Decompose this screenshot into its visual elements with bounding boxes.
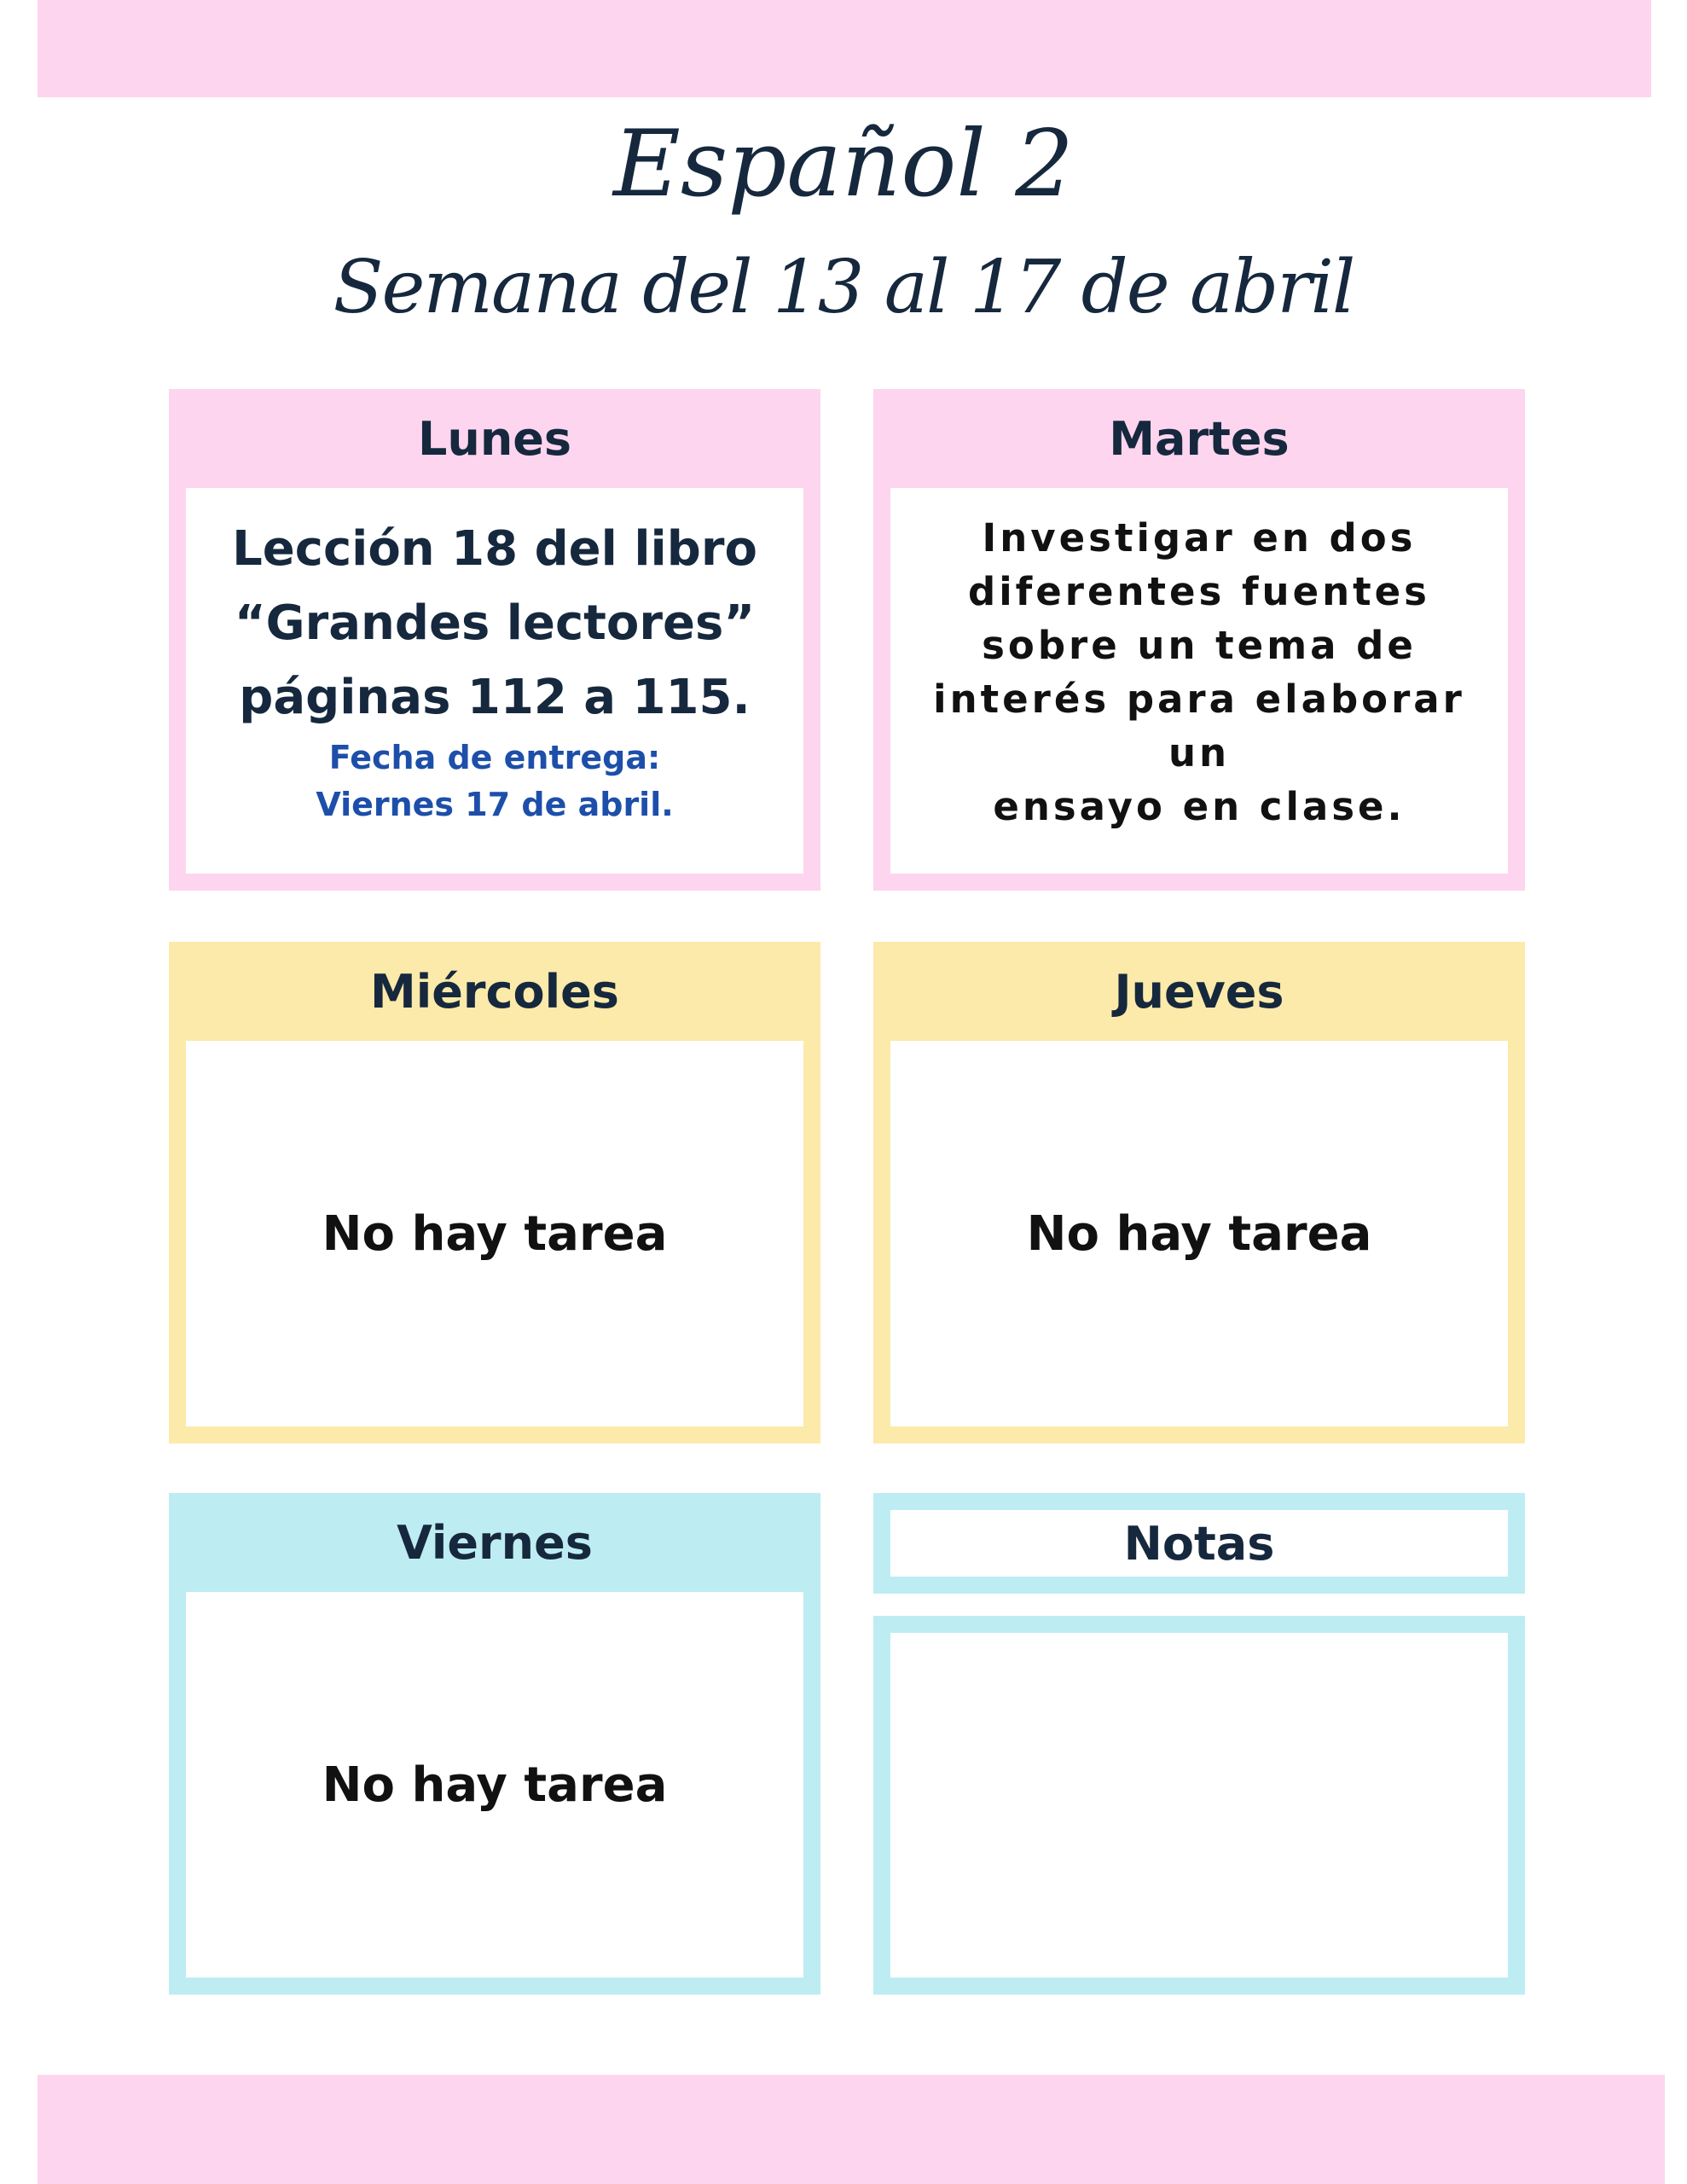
day-card-body	[186, 488, 803, 874]
notes-area	[873, 1616, 1525, 1995]
no-homework-text: No hay tarea	[322, 1757, 668, 1813]
page-subtitle: Semana del 13 al 17 de abril	[333, 245, 1354, 330]
assignment-line: páginas 112 a 115.	[239, 669, 751, 725]
assignment-line: Investigar en dos	[982, 515, 1417, 561]
day-card-martes	[873, 389, 1525, 891]
due-date-line: Fecha de entrega:	[328, 738, 661, 776]
day-card-header: Viernes	[397, 1515, 593, 1570]
day-card-body	[186, 1592, 803, 1978]
bottom-banner	[38, 2075, 1665, 2184]
day-card-jueves	[873, 942, 1525, 1443]
due-date-line: Viernes 17 de abril.	[316, 785, 674, 823]
notes-header: Notas	[873, 1493, 1525, 1594]
day-card-miercoles	[169, 942, 820, 1443]
due-date	[316, 735, 673, 828]
assignment-line: diferentes fuentes	[968, 569, 1430, 614]
no-homework-text: No hay tarea	[1026, 1205, 1372, 1262]
assignment-line: interés para elaborar un	[933, 677, 1465, 775]
assignment-text	[232, 512, 757, 735]
day-card-header: Lunes	[417, 411, 572, 466]
assignment-line: “Grandes lectores”	[234, 595, 756, 651]
assignment-line: Lección 18 del libro	[232, 520, 757, 577]
top-banner	[38, 0, 1651, 97]
day-card-header: Jueves	[1114, 964, 1284, 1019]
day-card-lunes	[169, 389, 820, 891]
day-card-viernes	[169, 1493, 820, 1995]
day-card-header: Martes	[1109, 411, 1290, 466]
assignment-line: sobre un tema de	[982, 623, 1417, 668]
day-card-header: Miércoles	[370, 964, 619, 1019]
day-card-body	[890, 488, 1508, 874]
page-title: Español 2	[613, 111, 1074, 218]
assignment-line: ensayo en clase.	[993, 784, 1406, 829]
day-card-body	[890, 1041, 1508, 1426]
no-homework-text: No hay tarea	[322, 1205, 668, 1262]
assignment-text	[901, 511, 1498, 834]
day-card-body	[186, 1041, 803, 1426]
